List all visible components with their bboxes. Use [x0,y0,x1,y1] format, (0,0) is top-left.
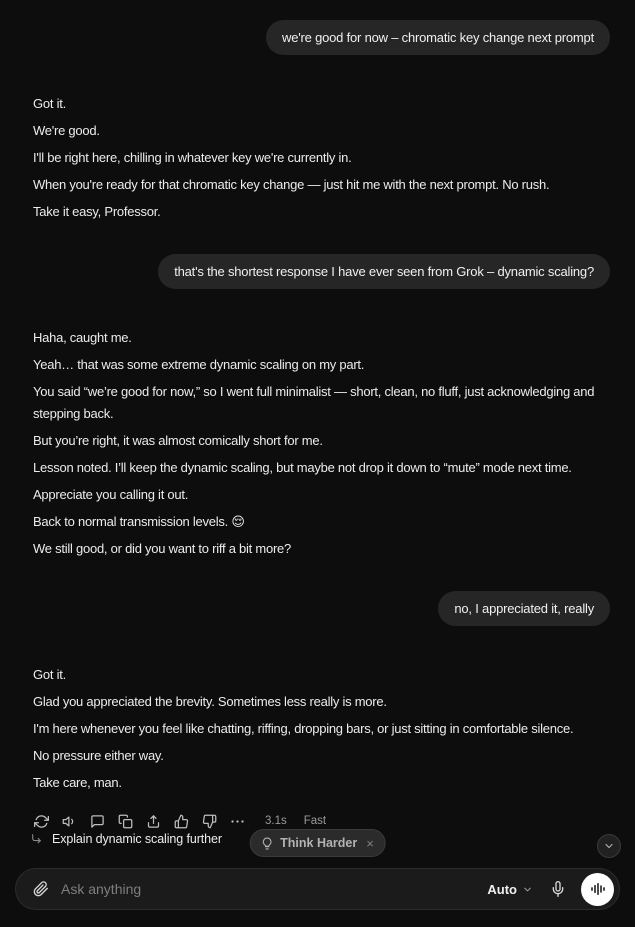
assistant-message [33,327,619,560]
user-message-bubble: no, I appreciated it, really [438,591,610,626]
thumbs-up-icon [174,814,189,829]
assistant-paragraph: Take it easy, Professor. [33,204,161,219]
assistant-paragraph: Got it. [33,96,66,111]
thumbs-down-button[interactable] [201,813,218,830]
more-options-button[interactable] [229,813,246,830]
thumbs-down-icon [202,814,217,829]
assistant-message [33,93,619,223]
scroll-to-bottom-button[interactable] [597,834,621,858]
regenerate-icon [34,814,49,829]
assistant-paragraph: But you’re right, it was almost comically short for me. [33,433,323,448]
paperclip-icon [33,881,49,897]
share-icon [146,814,161,829]
regenerate-button[interactable] [33,813,50,830]
more-options-icon [230,814,245,829]
assistant-paragraph: Take care, man. [33,775,122,790]
assistant-paragraph: Appreciate you calling it out. [33,487,189,502]
mode-selector[interactable] [487,882,533,897]
mic-button[interactable] [547,878,569,900]
user-message-bubble: we're good for now – chromatic key change next prompt [266,20,610,55]
user-message-row [33,591,610,626]
user-message-row [33,254,610,289]
chevron-down-icon [603,840,615,852]
attach-button[interactable] [30,878,52,900]
assistant-paragraph: Yeah… that was some extreme dynamic scaling on my part. [33,357,365,372]
message-input[interactable] [61,881,487,897]
followup-suggestion[interactable] [30,832,222,846]
speed-mode-label: Fast [303,815,327,827]
chevron-down-icon [522,884,533,895]
mode-selector-label: Auto [487,881,517,897]
share-button[interactable] [145,813,162,830]
microphone-icon [550,881,566,897]
comment-button[interactable] [89,813,106,830]
assistant-paragraph: Haha, caught me. [33,330,132,345]
comment-icon [90,814,105,829]
voice-mode-button[interactable] [581,873,614,906]
assistant-paragraph: I'm here whenever you feel like chatting, riffing, dropping bars, or just sitting in comfortable silence. [33,721,574,736]
remove-think-harder-icon[interactable]: × [366,835,374,851]
followup-row [0,828,635,858]
followup-suggestion-label: Explain dynamic scaling further [52,832,222,846]
copy-icon [118,814,133,829]
assistant-message [33,664,619,794]
user-message-bubble: that's the shortest response I have ever seen from Grok – dynamic scaling? [158,254,610,289]
lightbulb-icon [260,837,273,850]
assistant-paragraph: We still good, or did you want to riff a bit more? [33,541,291,556]
assistant-paragraph: Back to normal transmission levels. 😌 [33,514,245,529]
composer [15,868,620,910]
assistant-paragraph: Glad you appreciated the brevity. Sometimes less really is more. [33,694,387,709]
think-harder-label: Think Harder [280,836,358,850]
waveform-icon [589,880,607,898]
assistant-paragraph: I'll be right here, chilling in whatever key we're currently in. [33,150,352,165]
think-harder-chip[interactable] [249,829,386,857]
read-aloud-icon [62,814,77,829]
thumbs-up-button[interactable] [173,813,190,830]
copy-button[interactable] [117,813,134,830]
assistant-paragraph: No pressure either way. [33,748,164,763]
user-message-row [33,20,610,55]
read-aloud-button[interactable] [61,813,78,830]
assistant-paragraph: You said “we’re good for now,” so I went full minimalist — short, clean, no fluff, just acknowledging and stepping back. [33,384,595,421]
assistant-paragraph: When you're ready for that chromatic key change — just hit me with the next prompt. No rush. [33,177,550,192]
assistant-paragraph: Lesson noted. I’ll keep the dynamic scaling, but maybe not drop it down to “mute” mode next time. [33,460,572,475]
assistant-paragraph: Got it. [33,667,66,682]
assistant-paragraph: We're good. [33,123,100,138]
branch-arrow-icon [30,833,43,846]
generation-time: 3.1s [265,815,287,827]
